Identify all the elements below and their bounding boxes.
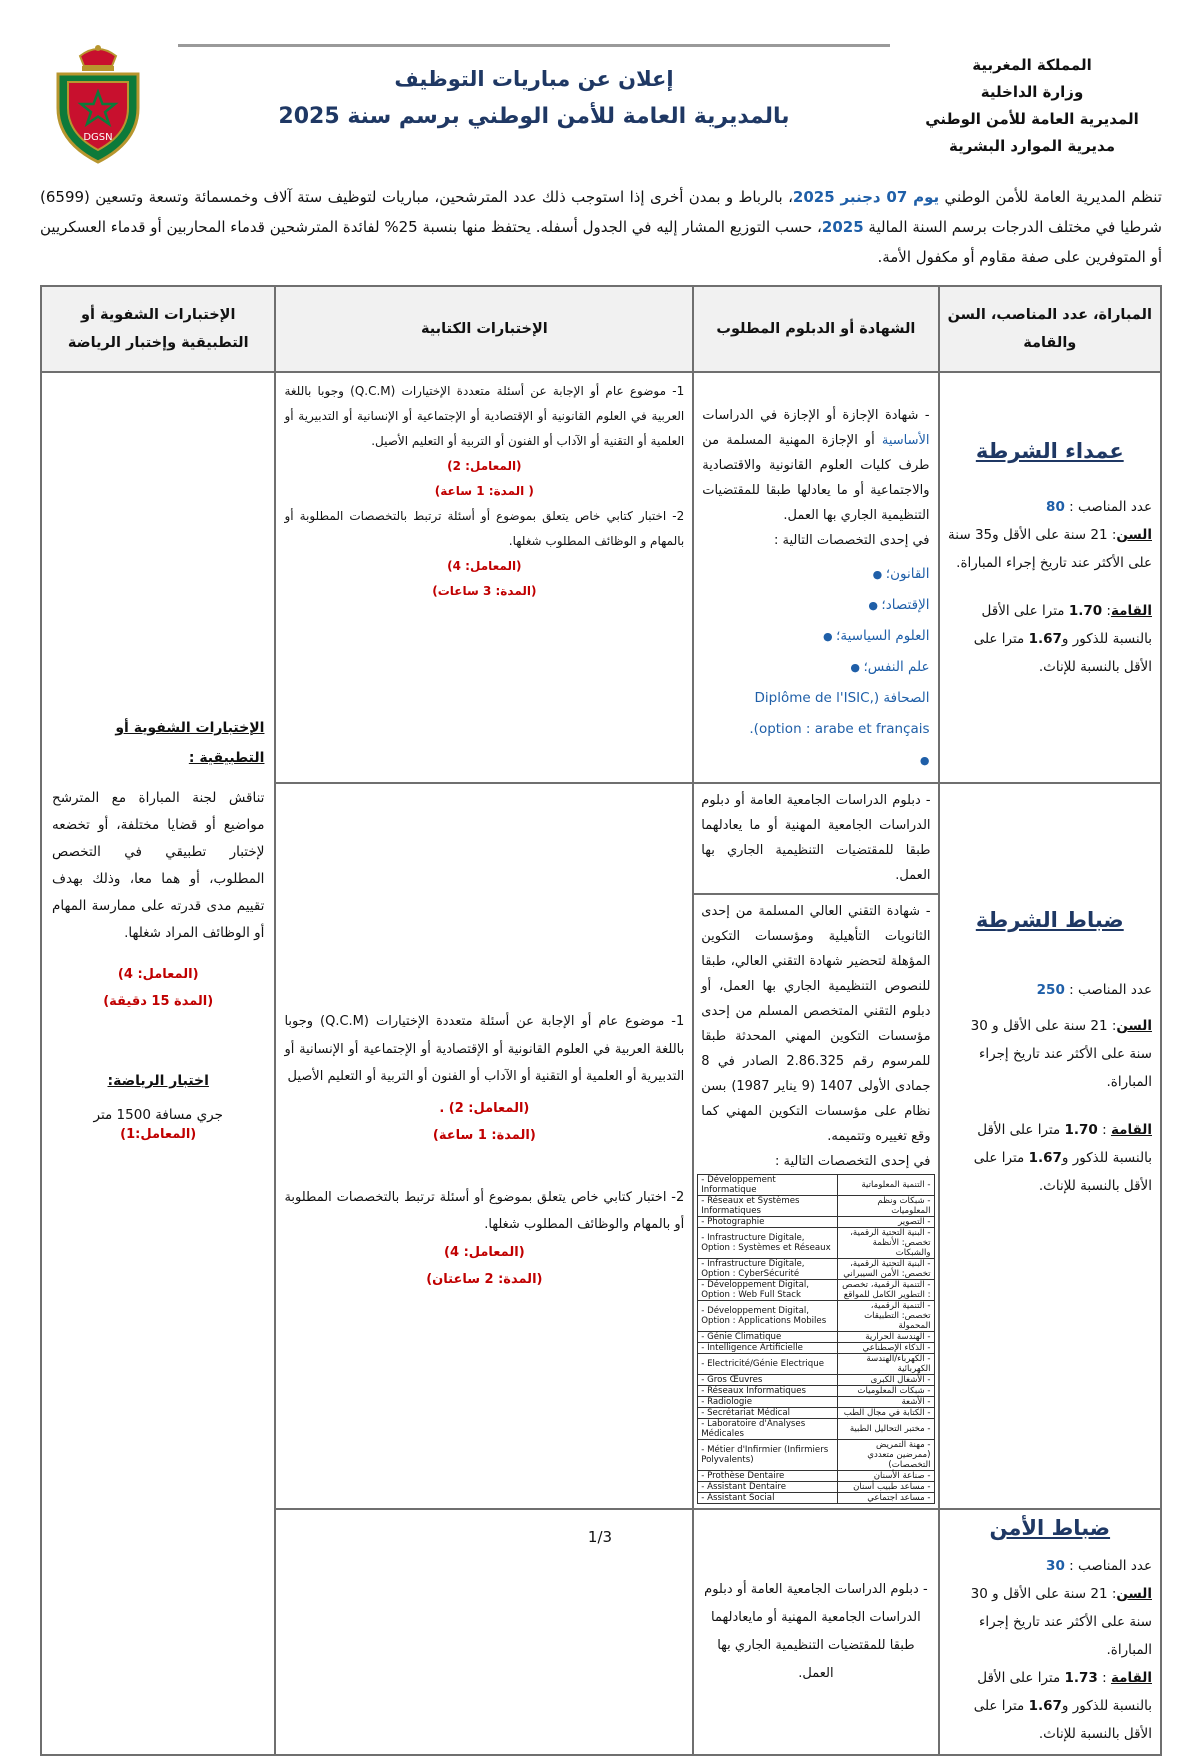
written-exam-2-duration: (المدة: 2 ساعتان): [426, 1272, 543, 1287]
specialty-ar: - التنمية الرقمية، تخصص: التطبيقات المحمولة: [837, 1301, 934, 1332]
fiscal-year: 2025: [821, 218, 864, 236]
age-label: السن: [1116, 527, 1152, 543]
age-text: : 21 سنة على الأقل و35 سنة على الأكثر عند تاريخ إجراء المباراة.: [948, 527, 1152, 571]
specialty-fr: - Métier d'Infirmier (Infirmiers Polyvalents): [698, 1440, 837, 1471]
degree-part: - شهادة الإجازة أو الإجازة في الدراسات: [702, 408, 930, 423]
specialty-row: [698, 1196, 934, 1217]
specialty-fr: - Génie Climatique: [698, 1332, 837, 1343]
ministry-line: المملكة المغربية: [972, 56, 1092, 74]
oral-duration: (المدة 15 دقيقة): [103, 994, 214, 1009]
svg-text:DGSN: DGSN: [83, 132, 113, 143]
sport-heading: اختبار الرياضة:: [107, 1073, 209, 1089]
list-item: الصحافة (Diplôme de l'ISIC, option : arabe et français). ●: [742, 683, 929, 776]
age-label: السن: [1116, 1586, 1152, 1602]
written-exam-1-duration: (المدة: 1 ساعة): [432, 1128, 536, 1143]
specialty-fr: - Secrétariat Médical: [698, 1408, 837, 1419]
header-competition: المباراة، عدد المناصب، السن والقامة: [939, 286, 1161, 372]
intro-text: ، بالرباط و بمدن أخرى إذا استوجب ذلك عدد المترشحين، مباريات لتوظيف ستة آلاف وخمسمائة وتسعة وتسعين (6599) شرطيا في مختلف الدرجات برسم السنة المالية: [40, 188, 1162, 236]
posts-label: عدد المناصب :: [1064, 982, 1152, 998]
header-written: الإختبارات الكتابية: [275, 286, 693, 372]
degree-cell: [693, 372, 938, 783]
specialty-ar: - شبكات ونظم المعلوميات: [837, 1196, 934, 1217]
degree-cell: [693, 783, 938, 1509]
height-male: 1.70: [1064, 1122, 1098, 1138]
written-exam-1-coef: (المعامل: 2) .: [439, 1100, 530, 1116]
dgsn-emblem-icon: [52, 42, 144, 166]
competition-cell: [939, 783, 1161, 1509]
height-text: :: [1097, 1670, 1111, 1686]
specialty-row: [698, 1301, 934, 1332]
height-line: [948, 1116, 1152, 1200]
degree-specialty-intro: في إحدى التخصصات التالية :: [774, 1154, 931, 1169]
specialty-fr: - Réseaux Informatiques: [698, 1386, 837, 1397]
degree-text: - شهادة التقني العالي المسلمة من إحدى الثانويات التأهيلية ومؤسسات التكوين المؤهلة لتحضير شهادة التقني العالي، طبقا للنصوص التنظيمية الجاري بها العمل، أو دبلوم التقني المتخصص المسلم من إحدى مؤسسات التكوين المهني المحدثة طبقا للمرسوم رقم 2.86.325 الصادر في 8 جمادى الأولى 1407 (9 يناير 1987) بسن نظام على مؤسسات التكوين المهني كما وقع تغييره وتتميمه.: [701, 904, 931, 1144]
intro-text: تنظم المديرية العامة للأمن الوطني: [939, 188, 1162, 206]
oral-text: تناقش لجنة المباراة مع المترشح مواضيع أو قضايا مختلفة، أو تخضعه لإختبار تطبيقي في التخصص المطلوب، أو هما معا، وذلك بهدف تقييم مدى قدرته على ممارسة المهام أو الوظائف المراد شغلها.: [52, 790, 265, 941]
height-female: 1.67: [1028, 1698, 1062, 1714]
specialty-ar: - الكهرباء/الهندسة الكهربائية: [837, 1354, 934, 1375]
oral-coef: (المعامل: 4): [117, 967, 199, 982]
specialty-row: [698, 1408, 934, 1419]
height-text: :: [1097, 1122, 1111, 1138]
specialty-fr: - Radiologie: [698, 1397, 837, 1408]
specialty-ar: - مساعد طبيب أسنان: [837, 1482, 934, 1493]
degree-part: أو الإجازة المهنية المسلمة من طرف كليات العلوم القانونية والاقتصادية والاجتماعية أو ما يعادلها طبقا للمقتضيات التنظيمية الجاري بها العمل.: [702, 433, 930, 523]
specialty-fr: - Assistant Dentaire: [698, 1482, 837, 1493]
posts-line: [948, 1552, 1152, 1580]
written-exam-1: 1- موضوع عام أو الإجابة عن أسئلة متعددة الإختيارات (Q.C.M) وجوبا باللغة العربية في العلوم القانونية أو الإقتصادية أو الإجتماعية أو الإنسانية أو التدبيرية أو العلمية أو التقنية أو الآداب أو الفنون أو التربية أو التعليم الأصيل: [284, 1014, 685, 1084]
specialty-ar: - التصوير: [837, 1217, 934, 1228]
specialty-row: [698, 1343, 934, 1354]
age-text: : 21 سنة على الأقل و 30 سنة على الأكثر عند تاريخ إجراء المباراة.: [970, 1586, 1152, 1658]
page-subtitle: بالمديرية العامة للأمن الوطني برسم سنة 2025: [278, 104, 790, 129]
specialty-ar: - مهنة التمريض (ممرضين متعددي التخصصات): [837, 1440, 934, 1471]
specialty-row: [698, 1493, 934, 1504]
written-cell: [275, 783, 693, 1509]
written-exam-1-coef: (المعامل: 2): [447, 459, 522, 473]
specialty-fr: - Gros Œuvres: [698, 1375, 837, 1386]
height-label: القامة: [1110, 603, 1152, 619]
written-exam-1-duration: ( المدة: 1 ساعة): [434, 484, 534, 498]
specialty-row: [698, 1217, 934, 1228]
written-exam-2: 2- اختبار كتابي خاص يتعلق بموضوع أو أسئلة ترتبط بالتخصصات المطلوبة أو بالمهام و الوظائف المطلوب شغلها.: [284, 509, 685, 548]
specialty-row: [698, 1375, 934, 1386]
specialty-fr: - Réseaux et Systèmes Informatiques: [698, 1196, 837, 1217]
specialty-ar: - الكتابة في مجال الطب: [837, 1408, 934, 1419]
height-female: 1.67: [1028, 1150, 1062, 1166]
height-line: [948, 597, 1152, 681]
degree-text: - دبلوم الدراسات الجامعية العامة أو دبلوم الدراسات الجامعية المهنية أو مايعادلهما طبقا للمقتضيات التنظيمية الجاري بها العمل.: [704, 1582, 928, 1681]
posts-count: 250: [1036, 982, 1065, 998]
written-exam-2: 2- اختبار كتابي خاص يتعلق بموضوع أو أسئلة ترتبط بالتخصصات المطلوبة أو بالمهام والوظائف المطلوب شغلها.: [284, 1189, 685, 1232]
height-line: [948, 1664, 1152, 1748]
competition-title: ضباط الشرطة: [975, 908, 1124, 932]
specialty-row: [698, 1354, 934, 1375]
specialty-ar: - صناعة الأسنان: [837, 1471, 934, 1482]
age-label: السن: [1116, 1018, 1152, 1034]
degree-basic: الأساسية: [881, 433, 930, 448]
intro-text: ، حسب التوزيع المشار إليه في الجدول أسفله. يحتفظ منها بنسبة 25% لفائدة المترشحين قدماء المحاربين أو قدماء العسكريين أو المتوفرين على صفة مقاوم أو مكفول الأمة.: [40, 218, 1162, 266]
sport-coef: (المعامل:1): [120, 1127, 197, 1142]
posts-label: عدد المناصب :: [1064, 1558, 1152, 1574]
sport-text: جري مسافة 1500 متر: [93, 1107, 223, 1123]
height-text: مترا على الأقل بالنسبة للذكور و: [981, 603, 1152, 647]
competition-title: عمداء الشرطة: [975, 439, 1124, 463]
height-label: القامة: [1110, 1670, 1152, 1686]
height-text: مترا على الأقل بالنسبة للذكور و: [977, 1670, 1152, 1714]
age-text: : 21 سنة على الأقل و 30 سنة على الأكثر عند تاريخ إجراء المباراة.: [970, 1018, 1152, 1090]
competition-title: ضباط الأمن: [989, 1516, 1111, 1540]
list-item: الإقتصاد؛ ●: [742, 590, 929, 621]
specialty-row: [698, 1471, 934, 1482]
specialty-ar: - مختبر التحاليل الطبية: [837, 1419, 934, 1440]
specialty-fr: - Photographie: [698, 1217, 837, 1228]
list-item: القانون؛ ●: [742, 559, 929, 590]
specialty-fr: - Prothèse Dentaire: [698, 1471, 837, 1482]
written-exam-2-coef: (المعامل: 4): [444, 1244, 525, 1260]
specialty-fr: - Développement Informatique: [698, 1175, 837, 1196]
specialty-row: [698, 1280, 934, 1301]
degree-specialty-intro: في إحدى التخصصات التالية :: [773, 533, 930, 548]
specialty-ar: - الأشعة: [837, 1397, 934, 1408]
specialty-ar: - شبكات المعلوميات: [837, 1386, 934, 1397]
height-text: :: [1102, 603, 1111, 619]
specialty-row: [698, 1332, 934, 1343]
specialty-ar: - التنمية المعلوماتية: [837, 1175, 934, 1196]
posts-count: 80: [1046, 499, 1065, 515]
specialty-table: [697, 1174, 934, 1504]
height-male: 1.73: [1064, 1670, 1098, 1686]
intro-paragraph: [40, 182, 1162, 272]
specialty-row: [698, 1440, 934, 1471]
specialty-row: [698, 1419, 934, 1440]
competition-cell: [939, 372, 1161, 783]
degree-text: [702, 403, 929, 528]
height-male: 1.70: [1068, 603, 1103, 619]
specialty-ar: - التنمية الرقمية، تخصص : التطوير الكامل للمواقع: [837, 1280, 934, 1301]
header-divider: [178, 44, 890, 47]
written-cell: [275, 372, 693, 783]
specialty-ar: - الذكاء الإصطناعي: [837, 1343, 934, 1354]
degree-text: - دبلوم الدراسات الجامعية العامة أو دبلوم الدراسات الجامعية المهنية أو ما يعادلهما طبقا للمقتضيات التنظيمية الجاري بها العمل.: [701, 793, 931, 883]
ministry-block: [912, 52, 1152, 160]
specialty-fr: - Développement Digital, Option : Applications Mobiles: [698, 1301, 837, 1332]
height-label: القامة: [1110, 1122, 1152, 1138]
specialty-row: [698, 1175, 934, 1196]
written-exam-2-coef: (المعامل: 4): [447, 559, 522, 573]
specialty-row: [698, 1228, 934, 1259]
table-row: [41, 372, 1161, 783]
written-exam-1: 1- موضوع عام أو الإجابة عن أسئلة متعددة الإختيارات (Q.C.M) وجوبا باللغة العربية في العلوم القانونية أو الإقتصادية أو الإجتماعية أو الإنسانية أو التدبيرية أو العلمية أو التقنية أو الآداب أو الفنون أو التربية أو التعليم الأصيل.: [284, 384, 685, 448]
specialty-ar: - مساعد اجتماعي: [837, 1493, 934, 1504]
table-header-row: [41, 286, 1161, 372]
height-text: مترا على الأقل بالنسبة للإناث.: [973, 1698, 1152, 1742]
competition-date: يوم 07 دجنبر 2025: [792, 188, 940, 206]
written-exam-2-duration: (المدة: 3 ساعات): [432, 584, 537, 598]
age-line: [948, 1012, 1152, 1096]
oral-cell: [41, 372, 275, 1755]
specialty-row: [698, 1259, 934, 1280]
specialty-fr: - Laboratoire d'Analyses Médicales: [698, 1419, 837, 1440]
height-female: 1.67: [1028, 631, 1062, 647]
posts-line: [948, 493, 1152, 521]
specialty-ar: - الأشغال الكبرى: [837, 1375, 934, 1386]
specialty-fr: - Développement Digital, Option : Web Full Stack: [698, 1280, 837, 1301]
specialty-row: [698, 1482, 934, 1493]
posts-label: عدد المناصب :: [1064, 499, 1152, 515]
specialty-fr: - Infrastructure Digitale, Option : Systèmes et Réseaux: [698, 1228, 837, 1259]
posts-count: 30: [1046, 1558, 1065, 1574]
specialty-row: [698, 1386, 934, 1397]
specialty-row: [698, 1397, 934, 1408]
specialty-ar: - البنية التحتية الرقمية، تخصص: الأمن السيبراني: [837, 1259, 934, 1280]
specialty-fr: - Assistant Social: [698, 1493, 837, 1504]
page-number: 1/3: [587, 1528, 613, 1546]
specialty-fr: - Infrastructure Digitale, Option : CyberSécurité: [698, 1259, 837, 1280]
height-text: مترا على الأقل بالنسبة للإناث.: [973, 631, 1152, 675]
posts-line: [948, 976, 1152, 1004]
announcement-titles: [178, 62, 890, 138]
specialty-ar: - البنية التحتية الرقمية، تخصص: الأنظمة والشبكات: [837, 1228, 934, 1259]
age-line: [948, 521, 1152, 577]
specialty-list: [702, 559, 929, 776]
ministry-line: مديرية الموارد البشرية: [948, 137, 1116, 155]
ministry-line: وزارة الداخلية: [980, 83, 1084, 101]
page-title: إعلان عن مباريات التوظيف: [394, 67, 674, 91]
header-oral: الإختبارات الشفوية أو التطبيقية وإختبار الرياضة: [41, 286, 275, 372]
age-line: [948, 1580, 1152, 1664]
specialty-fr: - Intelligence Artificielle: [698, 1343, 837, 1354]
specialty-fr: - Electricité/Génie Electrique: [698, 1354, 837, 1375]
list-item: العلوم السياسية؛ ●: [742, 621, 929, 652]
height-text: مترا على الأقل بالنسبة للإناث.: [973, 1150, 1152, 1194]
specialty-ar: - الهندسة الحرارية: [837, 1332, 934, 1343]
list-item: علم النفس؛ ●: [742, 652, 929, 683]
header-degree: الشهادة أو الدبلوم المطلوب: [693, 286, 938, 372]
ministry-line: المديرية العامة للأمن الوطني: [925, 110, 1139, 128]
oral-heading: الإختبارات الشفوية أو التطبيقية :: [115, 720, 265, 766]
height-text: مترا على الأقل بالنسبة للذكور و: [977, 1122, 1152, 1166]
